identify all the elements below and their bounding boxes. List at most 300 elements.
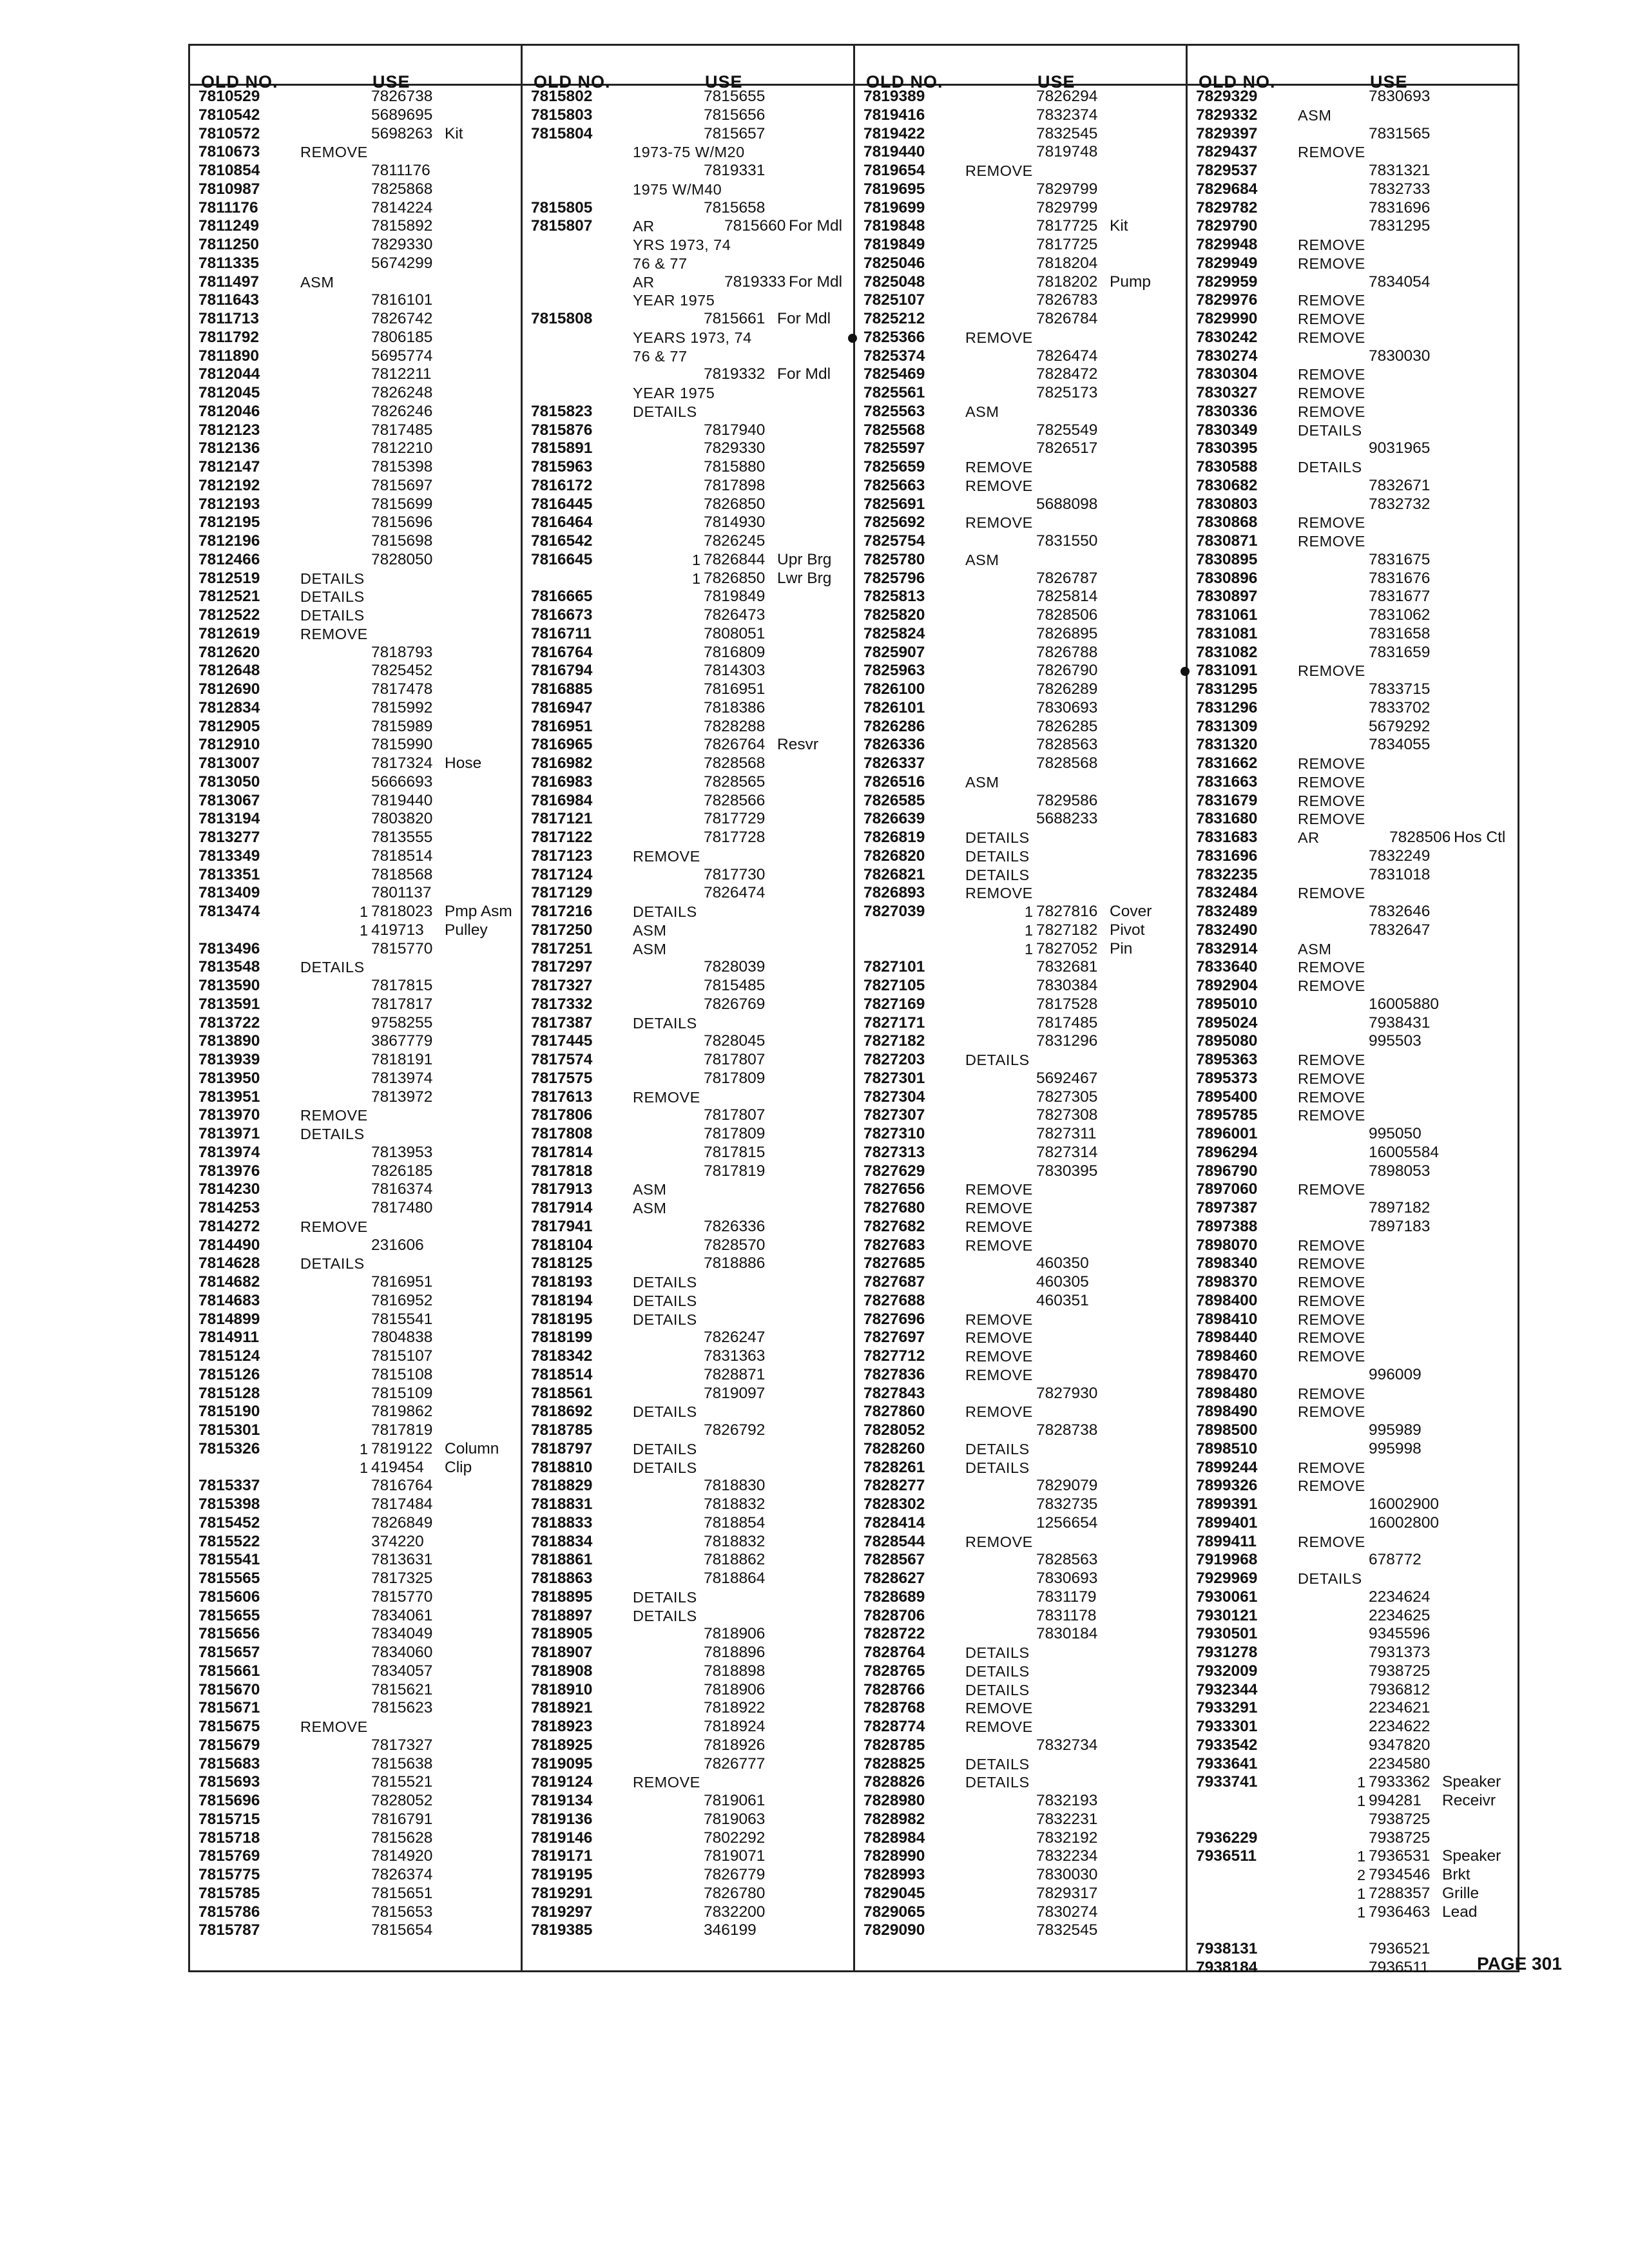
old-number: 7898400	[1196, 1291, 1258, 1309]
table-row	[1196, 255, 1518, 273]
use-number: 7815623	[371, 1699, 433, 1717]
use-number: 7826248	[371, 384, 433, 401]
old-number: 7898500	[1196, 1421, 1258, 1439]
table-row	[1196, 977, 1518, 995]
table-row	[1196, 718, 1518, 736]
action-or-qty: REMOVE	[633, 1774, 700, 1791]
action-or-qty: YEAR 1975	[633, 385, 715, 401]
use-number: 7830395	[1036, 1162, 1098, 1180]
table-row	[1196, 1218, 1518, 1236]
old-number: 7813939	[198, 1051, 260, 1068]
use-number: 7829079	[1036, 1477, 1098, 1495]
table-row	[1196, 143, 1518, 162]
old-number: 7827712	[863, 1347, 925, 1365]
old-number: 7813349	[198, 847, 260, 865]
action-or-qty: REMOVE	[965, 477, 1033, 494]
action-or-qty: DETAILS	[300, 588, 365, 606]
note: Speaker	[1442, 1773, 1501, 1791]
table-row	[198, 551, 521, 570]
old-number: 7815656	[198, 1625, 260, 1643]
action-or-qty: REMOVE	[1298, 1311, 1365, 1328]
table-row	[1196, 1903, 1518, 1922]
table-row	[198, 1921, 521, 1940]
use-number: 7826777	[704, 1754, 766, 1773]
table-row	[198, 1588, 521, 1607]
action-or-qty: REMOVE	[965, 1348, 1033, 1365]
old-number: 7819848	[863, 217, 925, 235]
action-or-qty: DETAILS	[633, 1014, 697, 1032]
table-row	[198, 1533, 521, 1552]
use-number: 7831550	[1036, 532, 1098, 550]
table-row	[1196, 1921, 1518, 1940]
action-or-qty: REMOVE	[1298, 1459, 1365, 1476]
old-number: 7817913	[531, 1180, 593, 1198]
use-number: 7815696	[371, 514, 433, 532]
use-number: 7817324	[371, 754, 433, 772]
action-or-qty: DETAILS	[1298, 1570, 1362, 1587]
table-row	[531, 588, 853, 606]
table-row	[863, 236, 1186, 255]
note: Receivr	[1442, 1792, 1496, 1809]
table-row	[863, 1088, 1186, 1107]
use-number: 2234622	[1369, 1718, 1431, 1735]
old-number: 7811713	[198, 310, 260, 327]
use-number: 7817325	[371, 1570, 433, 1587]
old-number: 7819134	[531, 1792, 593, 1809]
old-number: 7811643	[198, 291, 260, 309]
note: Lead	[1442, 1903, 1478, 1921]
old-number: 7817129	[531, 884, 593, 902]
old-number: 7825824	[863, 624, 925, 642]
old-number: 7897388	[1196, 1217, 1258, 1235]
old-number: 7933741	[1196, 1773, 1258, 1791]
old-number: 7830395	[1196, 439, 1258, 457]
old-number: 7812522	[198, 606, 260, 624]
table-row	[198, 1570, 521, 1588]
table-row	[863, 773, 1186, 792]
use-number: 7831018	[1369, 865, 1431, 883]
action-or-qty: DETAILS	[965, 1755, 1030, 1773]
use-number: 7827308	[1036, 1106, 1098, 1124]
table-row	[531, 1014, 853, 1033]
action-or-qty: AR	[1298, 829, 1320, 846]
action-or-qty: DETAILS	[633, 903, 697, 920]
table-row	[1196, 847, 1518, 866]
old-number: 7828768	[863, 1699, 925, 1717]
old-number: 7815337	[198, 1477, 260, 1495]
table-row	[198, 1792, 521, 1811]
use-number: 7832681	[1036, 958, 1098, 976]
use-number: 7834061	[371, 1606, 433, 1624]
table-row	[198, 699, 521, 718]
use-number: 7817484	[371, 1495, 433, 1513]
old-number: 7818833	[531, 1514, 593, 1532]
use-number: 7826787	[1036, 569, 1098, 587]
table-row	[1196, 1792, 1518, 1811]
use-number: 7826474	[704, 884, 766, 902]
old-number: 7813007	[198, 754, 260, 772]
action-or-qty: REMOVE	[300, 144, 368, 161]
table-row	[863, 1180, 1186, 1199]
old-number: 7827688	[863, 1291, 925, 1309]
table-row	[198, 1699, 521, 1718]
table-row	[1196, 866, 1518, 885]
use-number: 7829330	[371, 236, 433, 253]
old-number: 7899244	[1196, 1458, 1258, 1476]
old-number: 7832235	[1196, 865, 1258, 883]
action-or-qty: DETAILS	[965, 1681, 1030, 1698]
use-number: 7815521	[371, 1773, 433, 1791]
table-row	[531, 458, 853, 477]
old-number: 7816983	[531, 773, 593, 791]
old-number: 7833640	[1196, 958, 1258, 976]
table-row	[863, 1014, 1186, 1033]
action-or-qty: REMOVE	[1298, 773, 1365, 791]
old-number: 7831679	[1196, 791, 1258, 809]
use-number: 7826850	[704, 569, 766, 587]
action-or-qty: DETAILS	[633, 1311, 697, 1328]
old-number: 7815785	[198, 1884, 260, 1902]
table-row	[1196, 421, 1518, 440]
use-number: 7815658	[704, 198, 766, 216]
old-number: 7818810	[531, 1458, 593, 1476]
old-number: 7827860	[863, 1403, 925, 1421]
use-number: 7832545	[1036, 1921, 1098, 1939]
use-number: 460350	[1036, 1254, 1089, 1273]
old-number: 7826516	[863, 773, 925, 791]
use-number: 7936812	[1369, 1680, 1431, 1698]
use-number: 7933362	[1369, 1773, 1431, 1791]
old-number: 7829782	[1196, 198, 1258, 216]
old-number: 7930061	[1196, 1588, 1258, 1606]
use-number: 7831178	[1036, 1606, 1097, 1624]
old-number: 7817575	[531, 1069, 593, 1087]
note: Lwr Brg	[777, 569, 832, 587]
old-number: 7815655	[198, 1606, 260, 1624]
old-number: 7816885	[531, 680, 593, 698]
action-or-qty: AR	[633, 218, 655, 235]
action-or-qty: ASM	[965, 551, 999, 568]
table-row	[198, 1254, 521, 1273]
action-or-qty: REMOVE	[965, 162, 1033, 179]
use-number: 231606	[371, 1236, 424, 1254]
use-number: 7814224	[371, 198, 433, 216]
old-number: 7828689	[863, 1588, 925, 1606]
action-or-qty: REMOVE	[1298, 885, 1365, 902]
old-number: 7828826	[863, 1773, 925, 1791]
old-number: 7819699	[863, 198, 925, 216]
old-number: 7827310	[863, 1125, 925, 1142]
use-number: 7817480	[371, 1199, 433, 1216]
column-header-old-no: OLD NO.	[866, 72, 943, 91]
table-row	[1196, 1366, 1518, 1385]
table-row	[531, 1088, 853, 1107]
old-number: 7828302	[863, 1495, 925, 1513]
old-number: 7817574	[531, 1051, 593, 1068]
table-row	[531, 1625, 853, 1644]
action-or-qty: ASM	[300, 273, 334, 291]
use-number: 7834049	[371, 1625, 433, 1643]
table-row	[1196, 180, 1518, 199]
old-number: 7828260	[863, 1439, 925, 1457]
use-number: 7830184	[1036, 1625, 1098, 1643]
use-number: 7819849	[704, 588, 766, 606]
use-number: 7832735	[1036, 1495, 1098, 1513]
old-number: 7817297	[531, 958, 593, 976]
table-row	[531, 1588, 853, 1607]
action-or-qty: 1	[692, 570, 701, 587]
table-row	[198, 1811, 521, 1829]
use-number: 7832733	[1369, 180, 1431, 198]
use-number: 7815892	[371, 217, 433, 235]
old-number: 7815606	[198, 1588, 260, 1606]
use-number: 7819440	[371, 791, 433, 809]
table-row	[863, 1921, 1186, 1940]
table-row	[531, 1866, 853, 1885]
old-number: 7829537	[1196, 162, 1258, 179]
table-row	[1196, 1940, 1518, 1959]
action-or-qty: REMOVE	[1298, 1236, 1365, 1254]
table-row	[198, 1292, 521, 1311]
table-row	[863, 310, 1186, 329]
note: Cover	[1110, 903, 1152, 920]
old-number: 7825048	[863, 273, 925, 291]
old-number: 7828277	[863, 1477, 925, 1495]
table-row	[198, 1625, 521, 1644]
table-row	[531, 1607, 853, 1626]
old-number: 7813351	[198, 865, 260, 883]
old-number: 7815775	[198, 1866, 260, 1883]
use-number: 7815638	[371, 1754, 433, 1773]
old-number: 7831082	[1196, 643, 1258, 661]
old-number: 7815670	[198, 1680, 260, 1698]
table-row	[531, 1236, 853, 1255]
old-number: 7813976	[198, 1162, 260, 1180]
use-number: 7898053	[1369, 1162, 1431, 1180]
old-number: 7898440	[1196, 1329, 1258, 1347]
old-number: 7815876	[531, 421, 593, 439]
table-row	[1196, 1829, 1518, 1848]
use-number: 7829330	[704, 439, 766, 457]
note: Speaker	[1442, 1847, 1501, 1865]
old-number: 7815522	[198, 1532, 260, 1550]
table-row	[863, 1662, 1186, 1681]
table-row	[531, 514, 853, 532]
action-or-qty: DETAILS	[965, 829, 1030, 846]
table-row	[1196, 606, 1518, 625]
use-number: 7829799	[1036, 180, 1098, 198]
use-number: 7938725	[1369, 1829, 1431, 1847]
table-row	[1196, 1699, 1518, 1718]
use-number: 7818568	[371, 865, 433, 883]
table-row	[1196, 1495, 1518, 1514]
use-number: 7832234	[1036, 1847, 1098, 1865]
table-row	[531, 644, 853, 662]
table-row	[863, 718, 1186, 736]
old-number: 7825597	[863, 439, 925, 457]
table-row	[1196, 1459, 1518, 1477]
table-column	[863, 88, 1186, 1940]
old-number: 7829790	[1196, 217, 1258, 235]
old-number: 7817445	[531, 1032, 593, 1050]
table-row	[531, 847, 853, 866]
use-number: 7815770	[371, 1588, 433, 1606]
use-number: 16002900	[1369, 1495, 1440, 1513]
use-number: 5679292	[1369, 717, 1431, 735]
table-row	[198, 680, 521, 699]
old-number: 7813974	[198, 1143, 260, 1161]
action-or-qty: DETAILS	[633, 1274, 697, 1291]
use-number: 7832732	[1369, 495, 1431, 513]
table-row	[1196, 532, 1518, 551]
old-number: 7827105	[863, 977, 925, 994]
note: Upr Brg	[777, 550, 832, 568]
old-number: 7829948	[1196, 236, 1258, 253]
table-row	[863, 1311, 1186, 1329]
use-number: 7828563	[1036, 736, 1098, 754]
old-number: 7819095	[531, 1754, 593, 1773]
use-number: 7819063	[704, 1810, 766, 1828]
table-row	[531, 365, 853, 384]
old-number: 7813970	[198, 1106, 260, 1124]
action-or-qty: REMOVE	[300, 1718, 368, 1735]
old-number: 7896790	[1196, 1162, 1258, 1180]
table-row	[198, 570, 521, 588]
action-or-qty: 1	[1357, 1885, 1366, 1902]
table-row	[863, 736, 1186, 754]
use-number: 460305	[1036, 1273, 1089, 1291]
table-row	[863, 255, 1186, 273]
use-number: 7808051	[704, 624, 766, 642]
table-row	[1196, 1514, 1518, 1533]
table-row	[531, 1662, 853, 1681]
use-number: 7818832	[704, 1495, 766, 1513]
use-number: 7815990	[371, 736, 433, 754]
note: Clip	[445, 1458, 472, 1476]
old-number: 7898070	[1196, 1236, 1258, 1254]
old-number: 7829959	[1196, 273, 1258, 291]
table-row	[531, 273, 853, 292]
table-row	[198, 829, 521, 847]
table-row	[1196, 1681, 1518, 1700]
old-number: 7831663	[1196, 773, 1258, 791]
use-number: 7828288	[704, 717, 766, 735]
use-number: 7828039	[704, 958, 766, 976]
action-or-qty: DETAILS	[633, 1588, 697, 1606]
old-number: 7828990	[863, 1847, 925, 1865]
old-number: 7811249	[198, 217, 260, 235]
old-number: 7825820	[863, 606, 925, 624]
use-number: 7832545	[1036, 124, 1098, 142]
old-number: 7818692	[531, 1403, 593, 1421]
use-number: 7830384	[1036, 977, 1098, 994]
old-number: 7899391	[1196, 1495, 1258, 1513]
table-row	[198, 273, 521, 292]
table-row	[198, 1903, 521, 1922]
old-number: 7813050	[198, 773, 260, 791]
table-row	[1196, 199, 1518, 218]
old-number: 7814899	[198, 1310, 260, 1328]
table-row	[1196, 1088, 1518, 1107]
use-number: 7818832	[704, 1532, 766, 1550]
old-number: 7819124	[531, 1773, 593, 1791]
use-number: 7827305	[1036, 1088, 1098, 1106]
action-or-qty: DETAILS	[1298, 421, 1362, 439]
use-number: 7806185	[371, 328, 433, 346]
table-row	[1196, 1180, 1518, 1199]
action-or-qty: DETAILS	[965, 1459, 1030, 1476]
use-number: 7831658	[1369, 624, 1431, 642]
old-number: 7818195	[531, 1310, 593, 1328]
table-row	[863, 291, 1186, 310]
old-number: 7827629	[863, 1162, 925, 1180]
table-row	[1196, 1533, 1518, 1552]
table-row	[531, 680, 853, 699]
use-number: 7815656	[704, 106, 766, 124]
table-row	[863, 1254, 1186, 1273]
action-or-qty: DETAILS	[300, 1126, 365, 1142]
table-row	[531, 1514, 853, 1533]
table-row	[1196, 1959, 1518, 1977]
old-number: 7829397	[1196, 124, 1258, 142]
action-or-qty: REMOVE	[1298, 1274, 1365, 1291]
action-or-qty: ASM	[965, 773, 999, 791]
use-number: 7815107	[371, 1347, 433, 1365]
old-number: 7813890	[198, 1032, 260, 1050]
old-number: 7814911	[198, 1329, 260, 1347]
table-row	[1196, 1329, 1518, 1347]
table-row	[863, 1736, 1186, 1755]
table-row	[1196, 829, 1518, 847]
use-number: 7816764	[371, 1477, 433, 1495]
table-row	[1196, 106, 1518, 125]
table-row	[1196, 958, 1518, 977]
use-number: 7826788	[1036, 643, 1098, 661]
use-number: 7826769	[704, 995, 766, 1013]
old-number: 7830895	[1196, 550, 1258, 568]
table-row	[531, 1051, 853, 1070]
use-number: 7826473	[704, 606, 766, 624]
table-row	[863, 1792, 1186, 1811]
table-row	[531, 180, 853, 199]
note: For Mdl	[777, 365, 831, 383]
old-number: 7817123	[531, 847, 593, 865]
table-row	[198, 1032, 521, 1051]
use-number: 7826336	[704, 1217, 766, 1235]
table-row	[198, 143, 521, 162]
old-number: 7831320	[1196, 736, 1258, 754]
old-number: 7829437	[1196, 143, 1258, 161]
old-number: 7816982	[531, 754, 593, 772]
old-number: 7811335	[198, 254, 260, 272]
table-row	[863, 1218, 1186, 1236]
old-number: 7895024	[1196, 1014, 1258, 1032]
old-number: 7815805	[531, 198, 593, 216]
old-number: 7919968	[1196, 1551, 1258, 1569]
note: Pin	[1110, 939, 1133, 957]
table-row	[1196, 310, 1518, 329]
old-number: 7828627	[863, 1570, 925, 1587]
table-row	[1196, 884, 1518, 903]
table-row	[1196, 1106, 1518, 1125]
table-row	[198, 1014, 521, 1033]
old-number: 7819146	[531, 1829, 593, 1847]
action-or-qty: DETAILS	[633, 1459, 697, 1476]
old-number: 7831680	[1196, 810, 1258, 828]
action-or-qty: REMOVE	[965, 459, 1033, 476]
action-or-qty: REMOVE	[1298, 329, 1365, 346]
use-number: 7830274	[1036, 1903, 1098, 1921]
